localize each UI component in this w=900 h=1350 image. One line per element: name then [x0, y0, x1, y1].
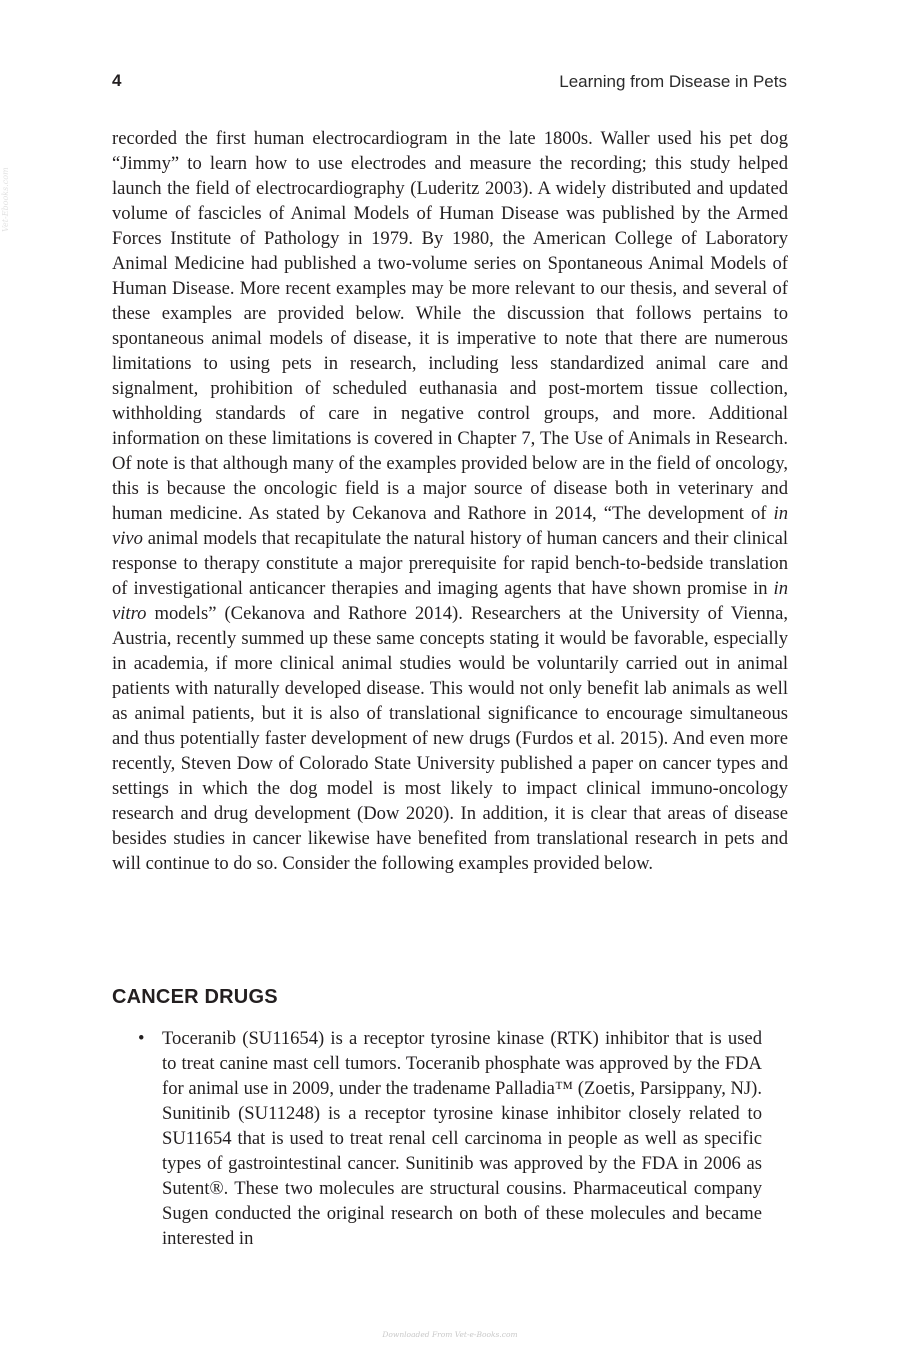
- footer-watermark: Downloaded From Vet-e-Books.com: [382, 1330, 518, 1339]
- list-item: [112, 1026, 788, 1251]
- bullet-text: Toceranib (SU11654) is a receptor tyrosine kinase (RTK) inhibitor that is used to treat canine mast cell tumors. Toceranib phosphate was approved by the FDA for animal use in 2009, under the tradename Palladia™ (Zoetis, Parsippany, NJ). Sunitinib (SU11248) is a receptor tyrosine kinase inhibitor closely related to SU11654 that is used to treat renal cell carcinoma in people as well as specific types of gastrointestinal cancer. Sunitinib was approved by the FDA in 2006 as Sutent®. These two molecules are structural cousins. Pharmaceutical company Sugen conducted the original research on both of these molecules and became interested in: [162, 1028, 762, 1249]
- body-text-part-1: recorded the first human electrocardiogram in the late 1800s. Waller used his pet dog “Jimmy” to learn how to use electrodes and measure the recording; this study helped launch the field of electrocardiography (Luderitz 2003). A widely distributed and updated volume of fascicles of Animal Models of Human Disease was published by the Armed Forces Institute of Pathology in 1979. By 1980, the American College of Laboratory Animal Medicine had published a two-volume series on Spontaneous Animal Models of Human Disease. More recent examples may be more relevant to our thesis, and several of these examples are provided below. While the discussion that follows pertains to spontaneous animal models of disease, it is imperative to note that there are numerous limitations to using pets in research, including less standardized animal care and signalment, prohibition of scheduled euthanasia and post-mortem tissue collection, withholding standards of care in negative control groups, and more. Additional information on these limitations is covered in Chapter 7, The Use of Animals in Research. Of note is that although many of the examples provided below are in the field of oncology, this is because the oncologic field is a major source of disease both in veterinary and human medicine. As stated by Cekanova and Rathore in 2014, “The development of: [112, 128, 788, 524]
- side-watermark: Vet-Ebooks.com: [1, 167, 10, 232]
- bullet-list: [112, 1026, 788, 1251]
- running-head: Learning from Disease in Pets: [559, 72, 787, 91]
- page-number: 4: [112, 71, 122, 90]
- body-text-part-2: animal models that recapitulate the natural history of human cancers and their clinical response to therapy constitute a major prerequisite for rapid bench-to-bedside translation of investigational anticancer therapies and imaging agents that have shown promise in: [112, 528, 788, 599]
- italic-term-in-vivo: in vivo: [112, 503, 788, 549]
- section-heading: CANCER DRUGS: [112, 986, 278, 1008]
- body-paragraph: [112, 126, 788, 876]
- italic-term-in-vitro: in vitro: [112, 578, 788, 624]
- bullet-marker: •: [138, 1028, 145, 1049]
- body-text-part-3: models” (Cekanova and Rathore 2014). Researchers at the University of Vienna, Austria, recently summed up these same concepts stating it would be favorable, especially in academia, if more clinical animal studies would be voluntarily carried out in animal patients with naturally developed disease. This would not only benefit lab animals as well as animal patients, but it is also of translational significance to encourage simultaneous and thus potentially faster development of new drugs (Furdos et al. 2015). And even more recently, Steven Dow of Colorado State University published a paper on cancer types and settings in which the dog model is most likely to impact clinical immuno-oncology research and drug development (Dow 2020). In addition, it is clear that areas of disease besides studies in cancer likewise have benefited from translational research in pets and will continue to do so. Consider the following examples provided below.: [112, 603, 788, 874]
